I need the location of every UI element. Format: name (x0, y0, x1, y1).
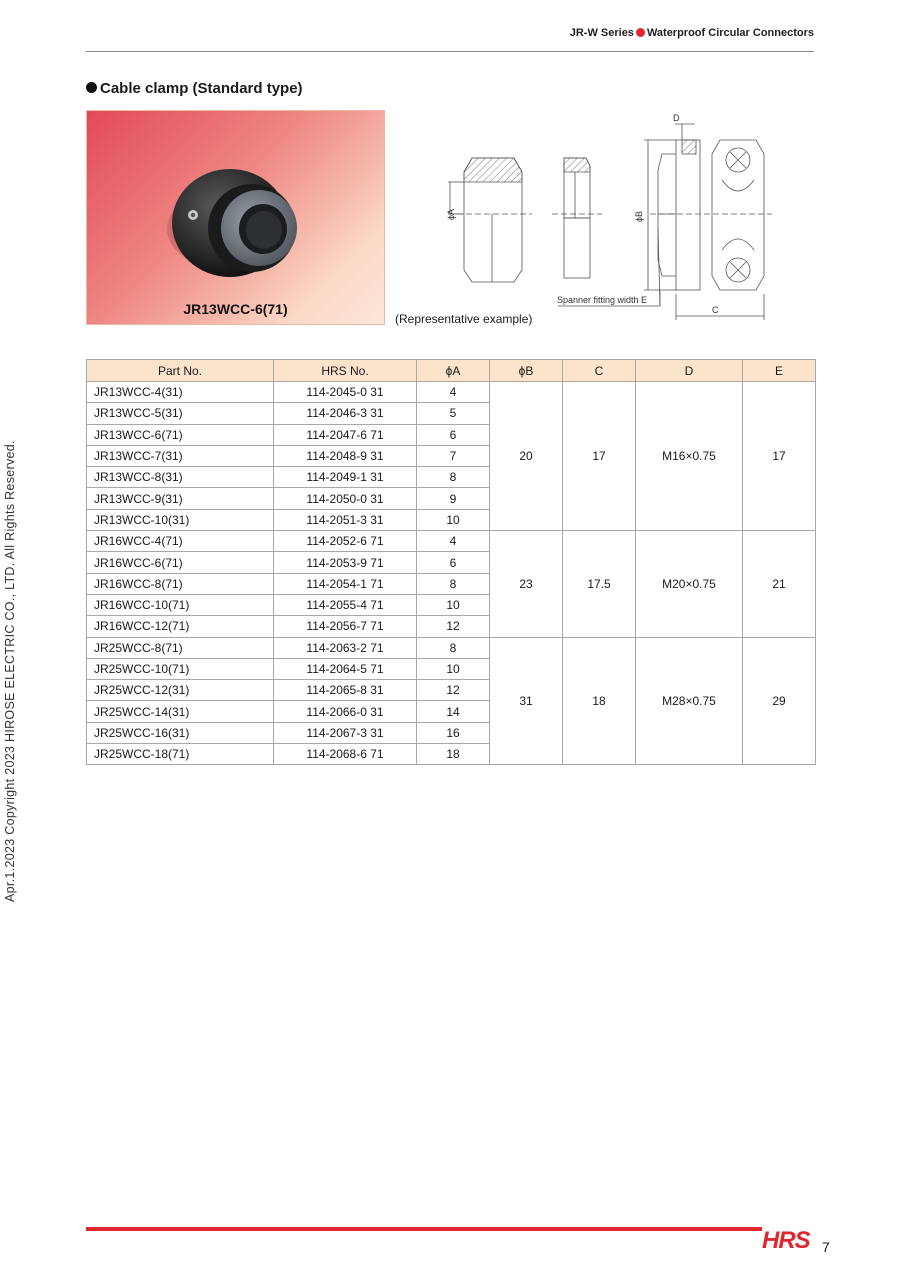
dim-d-label: D (673, 113, 680, 123)
c-cell: 18 (563, 637, 636, 765)
section-title-text: Cable clamp (Standard type) (100, 80, 303, 97)
d-cell: M16×0.75 (636, 382, 743, 531)
hrs-no-cell: 114-2048-9 31 (274, 445, 417, 466)
photo-caption: JR13WCC-6(71) (183, 301, 288, 317)
part-no-cell: JR16WCC-10(71) (87, 594, 274, 615)
phi-a-cell: 9 (417, 488, 490, 509)
hrs-no-cell: 114-2067-3 31 (274, 722, 417, 743)
part-no-cell: JR16WCC-4(71) (87, 531, 274, 552)
series-name: JR-W Series (569, 27, 634, 39)
hrs-no-cell: 114-2046-3 31 (274, 403, 417, 424)
phi-a-cell: 16 (417, 722, 490, 743)
part-no-cell: JR16WCC-6(71) (87, 552, 274, 573)
hrs-no-cell: 114-2053-9 71 (274, 552, 417, 573)
hrs-no-cell: 114-2066-0 31 (274, 701, 417, 722)
hrs-no-cell: 114-2050-0 31 (274, 488, 417, 509)
dim-b-label: ϕB (634, 210, 644, 222)
phi-a-cell: 10 (417, 594, 490, 615)
header-title: Waterproof Circular Connectors (646, 27, 814, 39)
footer-rule (86, 1227, 762, 1231)
c-cell: 17 (563, 382, 636, 531)
part-no-cell: JR13WCC-10(31) (87, 509, 274, 530)
phi-a-cell: 10 (417, 658, 490, 679)
phi-a-cell: 4 (417, 531, 490, 552)
part-no-cell: JR16WCC-12(71) (87, 616, 274, 637)
part-no-cell: JR13WCC-9(31) (87, 488, 274, 509)
part-no-cell: JR25WCC-18(71) (87, 744, 274, 765)
header-c: C (563, 360, 636, 382)
cable-clamp-image (87, 111, 384, 296)
phi-b-cell: 20 (490, 382, 563, 531)
cable-clamp-drawing (420, 110, 780, 325)
technical-drawing (420, 110, 780, 330)
hrs-no-cell: 114-2047-6 71 (274, 424, 417, 445)
logo-text: HRS (762, 1227, 810, 1252)
phi-a-cell: 12 (417, 616, 490, 637)
phi-a-cell: 7 (417, 445, 490, 466)
d-cell: M28×0.75 (636, 637, 743, 765)
spec-table (86, 359, 816, 765)
hrs-logo-icon (762, 1226, 818, 1252)
header-hrs-no: HRS No. (274, 360, 417, 382)
part-no-cell: JR13WCC-5(31) (87, 403, 274, 424)
page-header (86, 27, 814, 52)
phi-a-cell: 14 (417, 701, 490, 722)
phi-a-cell: 10 (417, 509, 490, 530)
table-row (87, 531, 816, 552)
header-phi-b: ϕB (490, 360, 563, 382)
phi-a-cell: 8 (417, 637, 490, 658)
red-dot-icon (636, 28, 645, 37)
copyright-notice: Apr.1.2023 Copyright 2023 HIROSE ELECTRIC CO., LTD. All Rights Reserved. (3, 440, 17, 902)
phi-b-cell: 31 (490, 637, 563, 765)
hrs-no-cell: 114-2051-3 31 (274, 509, 417, 530)
table-header-row (87, 360, 816, 382)
phi-a-cell: 4 (417, 382, 490, 403)
phi-a-cell: 8 (417, 467, 490, 488)
hrs-no-cell: 114-2068-6 71 (274, 744, 417, 765)
hrs-no-cell: 114-2065-8 31 (274, 680, 417, 701)
c-cell: 17.5 (563, 531, 636, 637)
bullet-icon (86, 82, 97, 93)
part-no-cell: JR13WCC-4(31) (87, 382, 274, 403)
page-number: 7 (822, 1239, 830, 1255)
hrs-no-cell: 114-2064-5 71 (274, 658, 417, 679)
e-cell: 21 (743, 531, 816, 637)
hrs-no-cell: 114-2049-1 31 (274, 467, 417, 488)
table-row (87, 382, 816, 403)
hrs-no-cell: 114-2054-1 71 (274, 573, 417, 594)
hrs-no-cell: 114-2063-2 71 (274, 637, 417, 658)
hrs-logo (762, 1226, 818, 1257)
hrs-no-cell: 114-2055-4 71 (274, 594, 417, 615)
dim-a-label: ϕA (446, 208, 456, 220)
phi-b-cell: 23 (490, 531, 563, 637)
header-d: D (636, 360, 743, 382)
hrs-no-cell: 114-2045-0 31 (274, 382, 417, 403)
section-title (86, 80, 303, 97)
e-cell: 17 (743, 382, 816, 531)
d-cell: M20×0.75 (636, 531, 743, 637)
phi-a-cell: 6 (417, 552, 490, 573)
part-no-cell: JR25WCC-16(31) (87, 722, 274, 743)
table-row (87, 637, 816, 658)
header-phi-a: ϕA (417, 360, 490, 382)
part-no-cell: JR25WCC-12(31) (87, 680, 274, 701)
phi-a-cell: 5 (417, 403, 490, 424)
phi-a-cell: 6 (417, 424, 490, 445)
part-no-cell: JR13WCC-8(31) (87, 467, 274, 488)
part-no-cell: JR13WCC-6(71) (87, 424, 274, 445)
part-no-cell: JR25WCC-8(71) (87, 637, 274, 658)
part-no-cell: JR13WCC-7(31) (87, 445, 274, 466)
header-part-no: Part No. (87, 360, 274, 382)
hrs-no-cell: 114-2052-6 71 (274, 531, 417, 552)
part-no-cell: JR25WCC-14(31) (87, 701, 274, 722)
phi-a-cell: 8 (417, 573, 490, 594)
header-e: E (743, 360, 816, 382)
dim-c-label: C (712, 305, 719, 315)
phi-a-cell: 12 (417, 680, 490, 701)
dim-e-label: Spanner fitting width E (557, 295, 648, 305)
part-no-cell: JR25WCC-10(71) (87, 658, 274, 679)
product-photo (86, 110, 385, 325)
hrs-no-cell: 114-2056-7 71 (274, 616, 417, 637)
drawing-caption: (Representative example) (395, 312, 533, 326)
e-cell: 29 (743, 637, 816, 765)
part-no-cell: JR16WCC-8(71) (87, 573, 274, 594)
phi-a-cell: 18 (417, 744, 490, 765)
